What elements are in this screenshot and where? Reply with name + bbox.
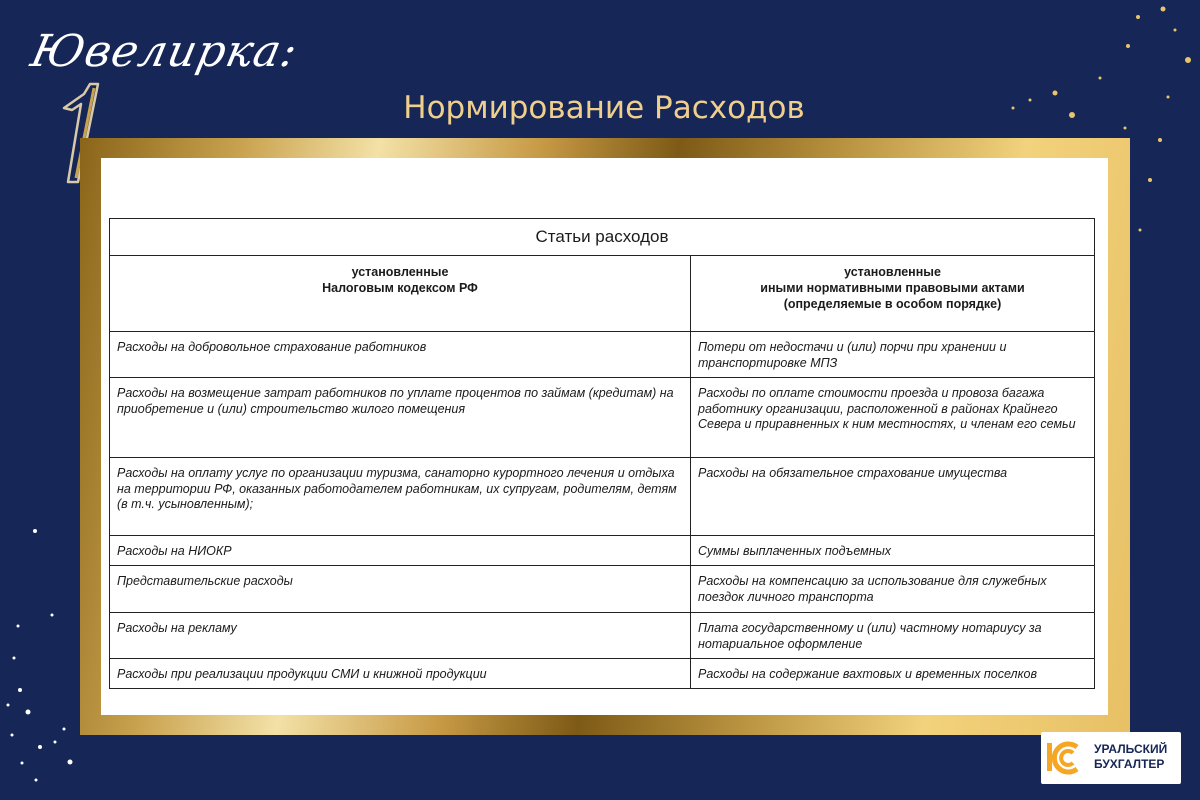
table-row xyxy=(110,566,1095,613)
table-cell-right: Потери от недостачи и (или) порчи при хранении и транспортировке МПЗ xyxy=(691,332,1095,378)
table-row xyxy=(110,458,1095,536)
table-caption: Статьи расходов xyxy=(110,219,1095,256)
table-cell-left: Расходы на добровольное страхование работников xyxy=(110,332,691,378)
table-row xyxy=(110,378,1095,458)
table-cell-left: Расходы на оплату услуг по организации туризма, санаторно курортного лечения и отдыха на территории РФ, оказанных работодателем работникам, их супругам, родителям, детям (в т.ч. усыновленным); xyxy=(110,458,691,536)
table-cell-right: Суммы выплаченных подъемных xyxy=(691,536,1095,566)
table-cell-right: Расходы по оплате стоимости проезда и провоза багажа работнику организации, расположенной в районах Крайнего Севера и приравненных к ним местностях, и членам его семьи xyxy=(691,378,1095,458)
column-header-tax-code: установленные Налоговым кодексом РФ xyxy=(110,256,691,332)
table-cell-left: Расходы на возмещение затрат работников по уплате процентов по займам (кредитам) на приобретение и (или) строительство жилого помещения xyxy=(110,378,691,458)
expenses-table xyxy=(109,218,1095,689)
table-cell-left: Расходы при реализации продукции СМИ и книжной продукции xyxy=(110,659,691,689)
table-cell-left: Представительские расходы xyxy=(110,566,691,613)
table-cell-right: Плата государственному и (или) частному нотариусу за нотариальное оформление xyxy=(691,613,1095,659)
column-header-other-acts: установленные иными нормативными правовыми актами (определяемые в особом порядке) xyxy=(691,256,1095,332)
brand-script-title: Ювелирка: xyxy=(26,26,303,77)
table-row xyxy=(110,332,1095,378)
table-cell-right: Расходы на обязательное страхование имущества xyxy=(691,458,1095,536)
brand-logo-text: УРАЛЬСКИЙ БУХГАЛТЕР xyxy=(1094,742,1168,771)
brand-logo-icon xyxy=(1043,737,1085,779)
table-row xyxy=(110,659,1095,689)
slide-title: Нормирование Расходов xyxy=(403,90,805,126)
table-cell-right: Расходы на компенсацию за использование для служебных поездок личного транспорта xyxy=(691,566,1095,613)
table-row xyxy=(110,613,1095,659)
table-row xyxy=(110,536,1095,566)
table-cell-left: Расходы на рекламу xyxy=(110,613,691,659)
table-cell-right: Расходы на содержание вахтовых и временных поселков xyxy=(691,659,1095,689)
table-cell-left: Расходы на НИОКР xyxy=(110,536,691,566)
